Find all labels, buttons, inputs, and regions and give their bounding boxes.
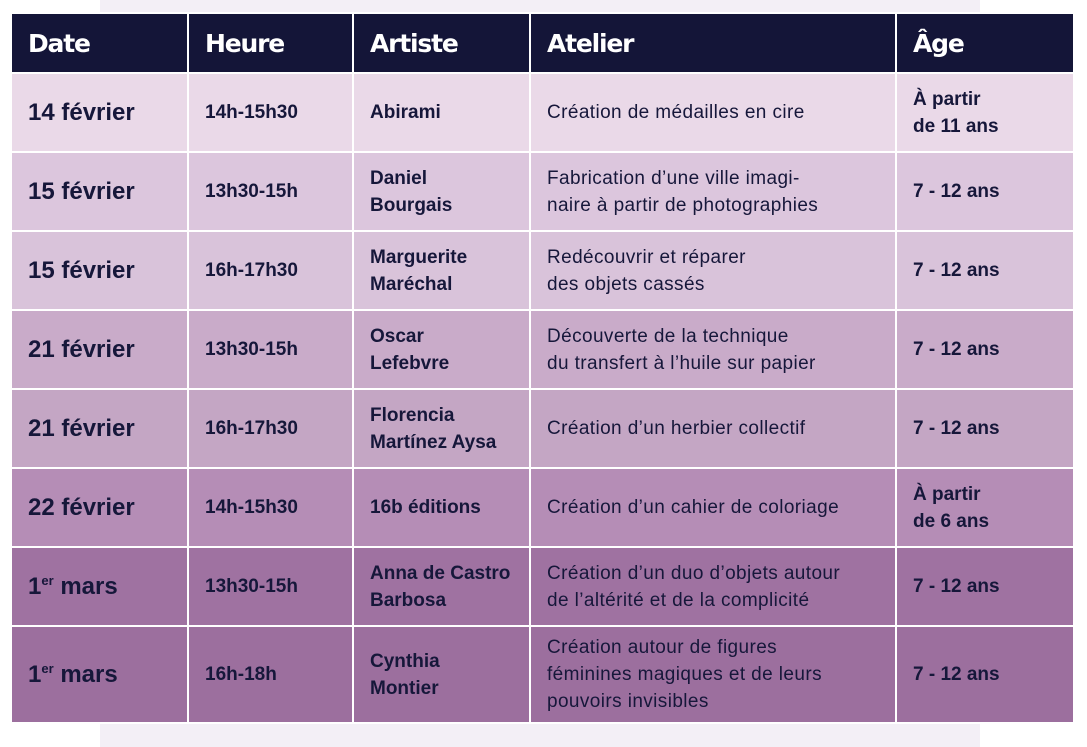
time-cell: 16h-17h30 — [188, 389, 353, 468]
date-cell — [11, 310, 188, 389]
cell-line: Barbosa — [370, 589, 447, 611]
workshop-cell — [530, 73, 896, 152]
time-cell: 13h30-15h — [188, 152, 353, 231]
column-header-age: Âge — [896, 13, 1074, 73]
column-header-artiste: Artiste — [353, 13, 530, 73]
date-month: mars — [53, 660, 118, 688]
cell-line: 7 - 12 ans — [913, 339, 1000, 360]
cell-line: Fabrication d’une ville imagi- — [547, 167, 800, 189]
artist-cell — [353, 547, 530, 626]
cell-line: Bourgais — [370, 194, 453, 216]
age-cell — [896, 152, 1074, 231]
age-cell — [896, 626, 1074, 723]
time-cell: 14h-15h30 — [188, 468, 353, 547]
cell-line: 7 - 12 ans — [913, 260, 1000, 281]
artist-cell — [353, 626, 530, 723]
cell-line: Création de médailles en cire — [547, 102, 805, 123]
date-cell — [11, 547, 188, 626]
table-row — [11, 468, 1074, 547]
cell-line: naire à partir de photographies — [547, 194, 819, 216]
time-cell: 16h-17h30 — [188, 231, 353, 310]
date-text: 1 — [28, 660, 42, 688]
cell-line: Redécouvrir et réparer — [547, 246, 746, 268]
date-text: 1 — [28, 572, 42, 600]
artist-cell — [353, 310, 530, 389]
cell-line: des objets cassés — [547, 273, 705, 295]
table-row — [11, 73, 1074, 152]
time-cell: 16h-18h — [188, 626, 353, 723]
workshop-cell — [530, 310, 896, 389]
column-header-date: Date — [11, 13, 188, 73]
date-cell — [11, 389, 188, 468]
date-cell — [11, 152, 188, 231]
cell-line: Création autour de figures — [547, 637, 778, 658]
artist-cell — [353, 389, 530, 468]
age-cell — [896, 310, 1074, 389]
date-cell — [11, 231, 188, 310]
cell-line: Découverte de la technique — [547, 325, 789, 347]
cell-line: Maréchal — [370, 273, 453, 295]
workshop-cell — [530, 152, 896, 231]
cell-line: 7 - 12 ans — [913, 181, 1000, 202]
date-cell — [11, 73, 188, 152]
cell-line: Anna de Castro — [370, 562, 511, 584]
date-cell — [11, 626, 188, 723]
cell-line: Création d’un herbier collectif — [547, 418, 806, 439]
age-cell — [896, 547, 1074, 626]
cell-line: de 6 ans — [913, 510, 990, 532]
artist-cell — [353, 152, 530, 231]
workshop-cell — [530, 626, 896, 723]
age-cell — [896, 468, 1074, 547]
artist-cell — [353, 231, 530, 310]
date-text: 21 février — [28, 414, 135, 442]
cell-line: du transfert à l’huile sur papier — [547, 352, 816, 374]
column-header-heure: Heure — [188, 13, 353, 73]
date-cell — [11, 468, 188, 547]
table-row — [11, 626, 1074, 723]
cell-line: Daniel — [370, 167, 428, 189]
age-cell — [896, 231, 1074, 310]
cell-line: Lefebvre — [370, 352, 450, 374]
date-month: mars — [53, 572, 118, 600]
cell-line: 16b éditions — [370, 497, 481, 518]
date-text: 21 février — [28, 335, 135, 363]
date-text: 15 février — [28, 177, 135, 205]
artist-cell — [353, 73, 530, 152]
time-cell: 13h30-15h — [188, 547, 353, 626]
cell-line: À partir — [913, 88, 981, 110]
time-cell: 14h-15h30 — [188, 73, 353, 152]
cell-line: de l’altérité et de la complicité — [547, 589, 810, 611]
table-row — [11, 389, 1074, 468]
schedule-table — [10, 12, 1075, 724]
cell-line: Montier — [370, 677, 439, 699]
date-text: 14 février — [28, 98, 135, 126]
column-header-atelier: Atelier — [530, 13, 896, 73]
table-row — [11, 152, 1074, 231]
workshop-cell — [530, 468, 896, 547]
cell-line: Marguerite — [370, 246, 468, 268]
cell-line: féminines magiques et de leurs — [547, 664, 822, 685]
date-text: 22 février — [28, 493, 135, 521]
cell-line: pouvoirs invisibles — [547, 691, 709, 712]
cell-line: 7 - 12 ans — [913, 576, 1000, 597]
cell-line: Cynthia — [370, 650, 440, 672]
cell-line: Martínez Aysa — [370, 431, 497, 453]
cell-line: Abirami — [370, 102, 441, 123]
table-row — [11, 231, 1074, 310]
age-cell — [896, 389, 1074, 468]
time-cell: 13h30-15h — [188, 310, 353, 389]
cell-line: Oscar — [370, 325, 424, 347]
age-cell — [896, 73, 1074, 152]
cell-line: 7 - 12 ans — [913, 418, 1000, 439]
cell-line: 7 - 12 ans — [913, 664, 1000, 685]
workshop-cell — [530, 231, 896, 310]
cell-line: Création d’un duo d’objets autour — [547, 562, 841, 584]
table-row — [11, 547, 1074, 626]
date-ordinal-suffix: er — [41, 572, 54, 588]
artist-cell — [353, 468, 530, 547]
header-row — [11, 13, 1074, 73]
date-ordinal-suffix: er — [41, 660, 54, 676]
cell-line: Florencia — [370, 404, 455, 426]
cell-line: de 11 ans — [913, 115, 999, 137]
date-text: 15 février — [28, 256, 135, 284]
workshop-cell — [530, 389, 896, 468]
cell-line: Création d’un cahier de coloriage — [547, 497, 840, 518]
cell-line: À partir — [913, 483, 981, 505]
table-row — [11, 310, 1074, 389]
workshop-cell — [530, 547, 896, 626]
